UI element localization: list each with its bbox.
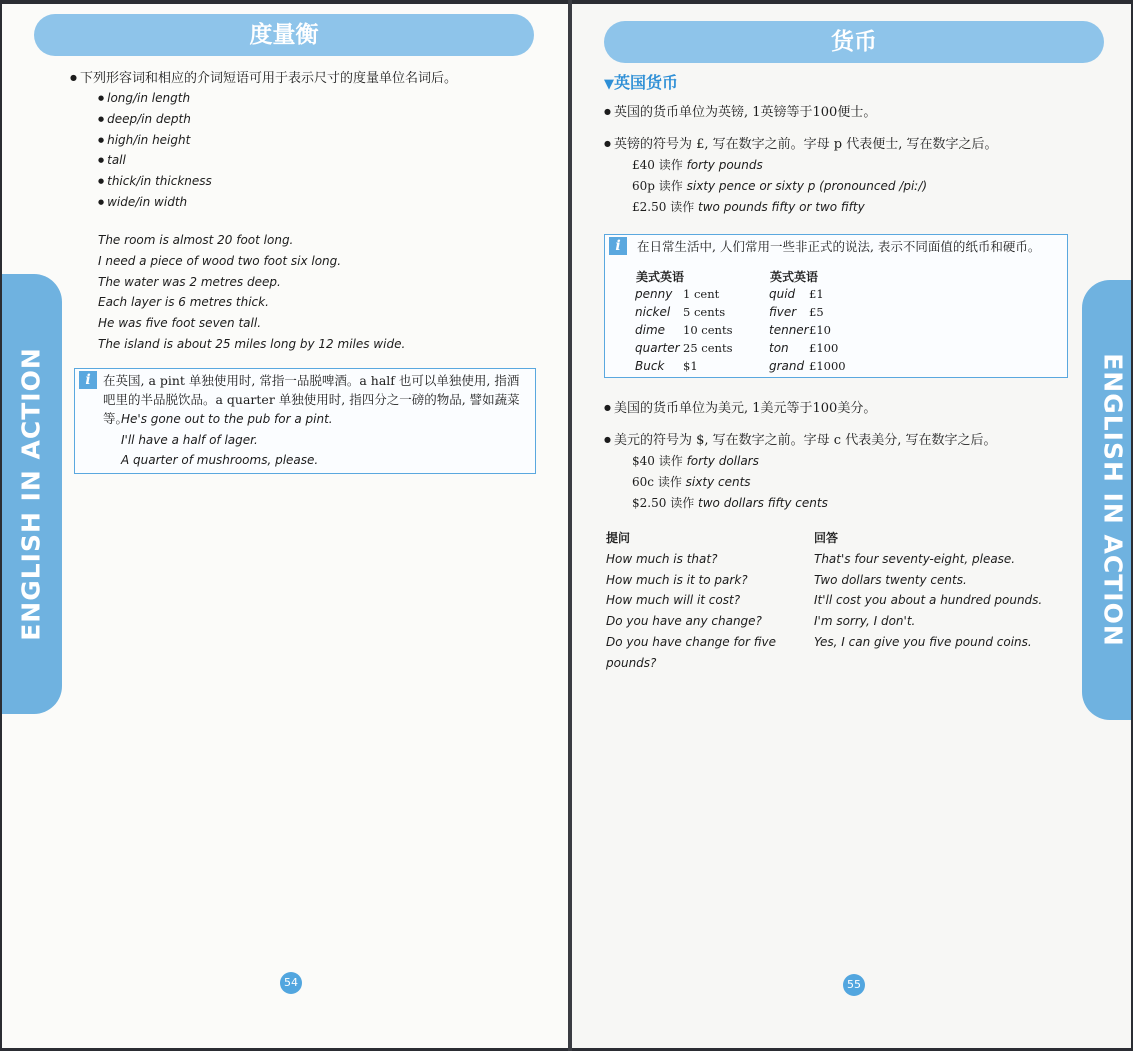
slang-word: ton: [769, 341, 789, 355]
amount: $2.50: [632, 495, 667, 510]
slang-word: quid: [769, 287, 796, 301]
slang-word: Buck: [635, 359, 665, 373]
example-sentence: Each layer is 6 metres thick.: [98, 295, 269, 310]
section-title: [604, 70, 678, 93]
slang-value: 25 cents: [683, 341, 733, 355]
info-example: He's gone out to the pub for a pint.: [121, 412, 333, 426]
triangle-icon: ▼: [604, 77, 614, 92]
example-sentence: He was five foot seven tall.: [98, 316, 262, 331]
adjective-list: [98, 88, 212, 213]
slang-word: quarter: [635, 341, 680, 355]
reads-label: 读作: [658, 178, 683, 193]
side-tab: [2, 274, 62, 714]
info-text: 在英国, a pint 单独使用时, 常指一品脱啤酒。a half 也可以单独使用, 指酒吧里的半品脱饮品。a quarter 单独使用时, 指四分之一磅的物品, 譬如蔬菜等。: [103, 373, 520, 426]
table-row: [769, 341, 846, 359]
adjective-item: ● tall: [98, 150, 212, 171]
table-row: [635, 341, 732, 359]
answer: I'm sorry, I don't.: [814, 614, 916, 629]
right-page: [572, 4, 1131, 1048]
side-tab-label: ENGLISH IN ACTION: [16, 347, 46, 641]
uk-example: [632, 176, 927, 197]
adjective-item: ● thick/in thickness: [98, 171, 212, 192]
slang-word: grand: [769, 359, 805, 373]
uk-symbol-text: ● 英镑的符号为 £, 写在数字之前。字母 p 代表便士, 写在数字之后。: [604, 134, 998, 156]
reads-label: 读作: [670, 495, 695, 510]
slang-value: £1: [809, 287, 824, 301]
reading: forty dollars: [686, 454, 759, 468]
table-row: [769, 305, 846, 323]
us-example: [632, 472, 828, 493]
table-row: [635, 359, 732, 377]
us-example: [632, 493, 828, 514]
slang-value: 10 cents: [683, 323, 733, 337]
table-row: [769, 323, 846, 341]
uk-unit-text: ● 英国的货币单位为英镑, 1英镑等于100便士。: [604, 102, 876, 124]
info-text: 在日常生活中, 人们常用一些非正式的说法, 表示不同面值的纸币和硬币。: [637, 239, 1041, 254]
answer: It'll cost you about a hundred pounds.: [814, 593, 1043, 608]
reading: sixty pence or sixty p (pronounced /piː/): [686, 178, 928, 193]
info-box: [74, 368, 536, 474]
adjective-item: ● long/in length: [98, 88, 212, 109]
reading: two pounds fifty or two fifty: [698, 199, 865, 214]
question: How much is that?: [606, 551, 718, 566]
reading: sixty cents: [685, 474, 751, 489]
table-row: [769, 359, 846, 377]
answer: Two dollars twenty cents.: [814, 572, 967, 587]
amount: £2.50: [632, 199, 667, 214]
slang-value: £5: [809, 305, 824, 319]
example-sentence: The water was 2 metres deep.: [98, 274, 281, 289]
answer-header: 回答: [814, 531, 839, 545]
slang-word: penny: [635, 287, 673, 301]
slang-value: £100: [809, 341, 839, 355]
reading: forty pounds: [686, 158, 763, 172]
us-symbol-text: ● 美元的符号为 $, 写在数字之前。字母 c 代表美分, 写在数字之后。: [604, 430, 996, 452]
uk-example: [632, 197, 927, 218]
page-number: 55: [843, 974, 865, 996]
section-title-text: 英国货币: [614, 73, 679, 92]
question: Do you have change for five pounds?: [606, 634, 777, 670]
uk-example: [632, 155, 927, 176]
slang-value: 1 cent: [683, 287, 720, 301]
table-row: [635, 305, 732, 323]
table-row: [769, 287, 846, 305]
question: How much will it cost?: [606, 593, 741, 608]
question-header: 提问: [606, 531, 631, 545]
example-sentences: [98, 230, 405, 355]
question: How much is it to park?: [606, 572, 748, 587]
intro-text: ● 下列形容词和相应的介词短语可用于表示尺寸的度量单位名词后。: [70, 68, 457, 90]
example-sentence: The island is about 25 miles long by 12 miles wide.: [98, 336, 406, 351]
amount: £40: [632, 158, 655, 172]
us-examples: [632, 451, 828, 513]
slang-word: fiver: [769, 305, 797, 319]
question: Do you have any change?: [606, 614, 762, 629]
info-examples: [121, 409, 333, 471]
uk-header: 英式英语: [770, 269, 819, 284]
table-row: [635, 287, 732, 305]
info-example: I'll have a half of lager.: [121, 432, 258, 447]
adjective-item: ● wide/in width: [98, 192, 212, 213]
amount: 60p: [632, 178, 655, 193]
left-page: [2, 4, 568, 1048]
page-number: 54: [280, 972, 302, 994]
adjective-item: ● deep/in depth: [98, 109, 212, 130]
reads-label: 读作: [658, 454, 683, 468]
page-title: 货币: [604, 21, 1104, 63]
amount: 60c: [632, 474, 654, 489]
answer: That's four seventy-eight, please.: [814, 551, 1016, 566]
info-box: [604, 234, 1068, 378]
slang-value: £10: [809, 323, 831, 337]
slang-value: 5 cents: [683, 305, 726, 319]
info-icon: i: [609, 237, 627, 255]
slang-word: tenner: [769, 323, 809, 337]
reads-label: 读作: [658, 158, 683, 172]
amount: $40: [632, 454, 655, 468]
example-sentence: The room is almost 20 foot long.: [98, 233, 294, 247]
slang-word: nickel: [635, 305, 671, 319]
info-example: A quarter of mushrooms, please.: [121, 453, 319, 467]
us-header: 美式英语: [636, 269, 685, 284]
adjective-item: ● high/in height: [98, 130, 212, 151]
us-slang-table: [635, 265, 732, 377]
slang-word: dime: [635, 323, 666, 337]
us-unit-text: ● 美国的货币单位为美元, 1美元等于100美分。: [604, 398, 876, 420]
answer-column: [814, 528, 1074, 653]
reading: two dollars fifty cents: [698, 495, 828, 510]
uk-slang-table: [769, 265, 846, 377]
side-tab-label: ENGLISH IN ACTION: [1098, 353, 1128, 647]
info-icon: i: [79, 371, 97, 389]
slang-value: $1: [683, 359, 698, 373]
page-title: 度量衡: [34, 14, 534, 56]
answer: Yes, I can give you five pound coins.: [814, 634, 1032, 649]
slang-value: £1000: [809, 359, 846, 373]
question-column: [606, 528, 806, 674]
uk-examples: [632, 155, 927, 217]
side-tab: [1082, 280, 1131, 720]
example-sentence: I need a piece of wood two foot six long.: [98, 253, 342, 268]
table-row: [635, 323, 732, 341]
us-example: [632, 451, 828, 472]
reads-label: 读作: [670, 199, 695, 214]
reads-label: 读作: [657, 474, 682, 489]
